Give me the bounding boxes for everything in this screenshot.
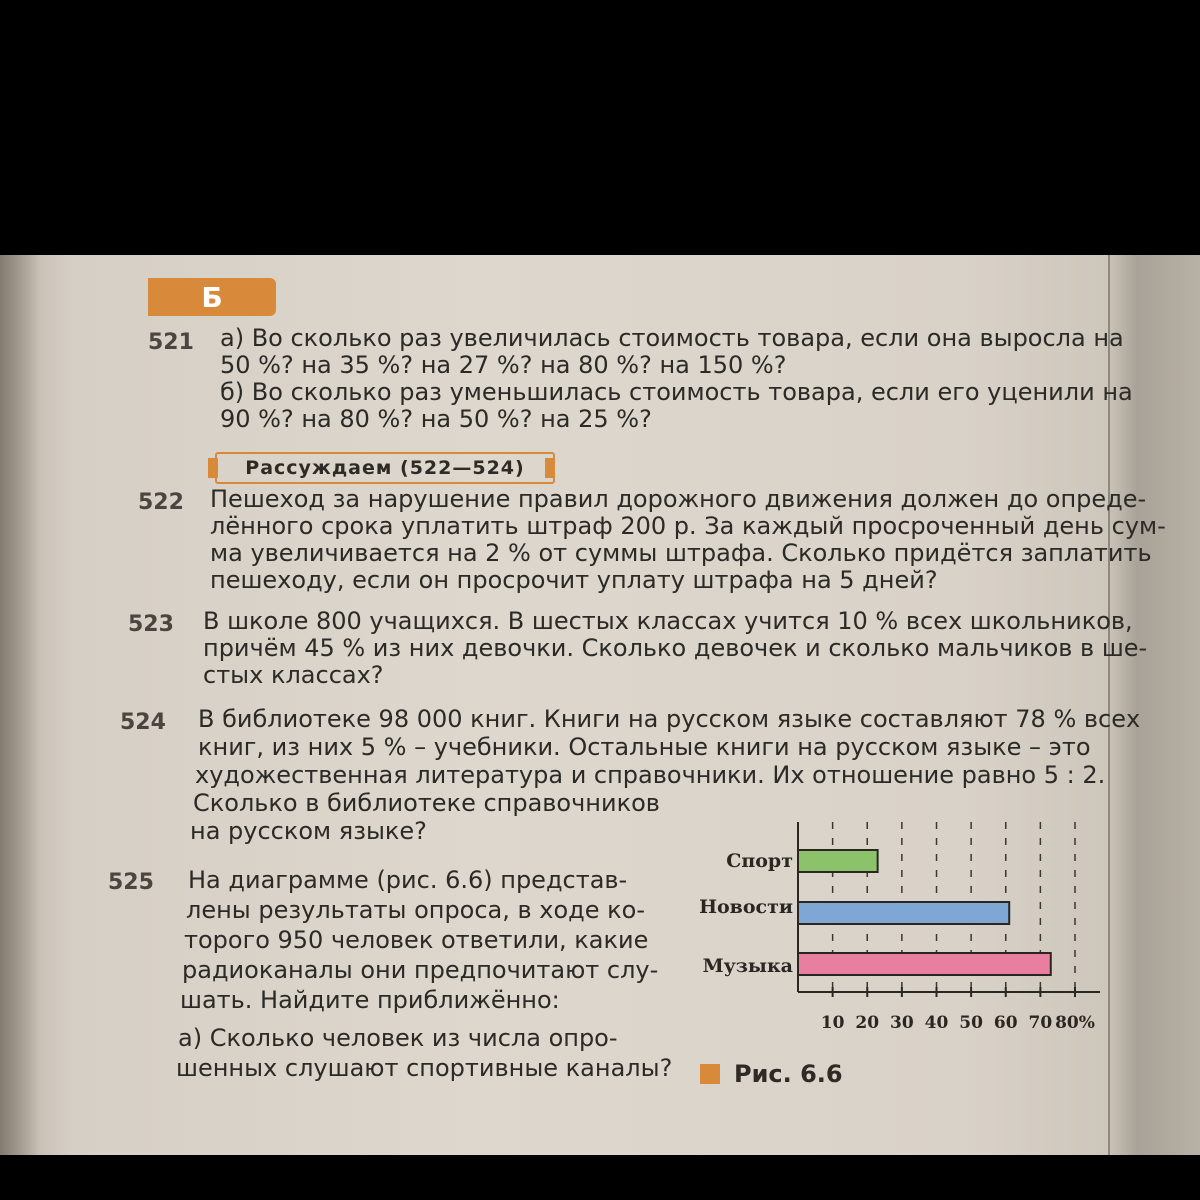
exercise-521-line-2: 50 %? на 35 %? на 27 %? на 80 %? на 150 %? bbox=[220, 351, 787, 379]
exercise-521-line-1: а) Во сколько раз увеличилась стоимость товара, если она выросла на bbox=[220, 324, 1124, 352]
exercise-522-line-3: ма увеличивается на 2 % от суммы штрафа. Сколько придётся заплатить bbox=[210, 539, 1152, 567]
chart-tick-label: 40 bbox=[924, 1013, 949, 1033]
chart-bar bbox=[798, 953, 1051, 975]
exercise-number-521: 521 bbox=[148, 330, 194, 355]
radio-survey-bar-chart bbox=[680, 810, 1120, 1050]
exercise-525-line-1: На диаграмме (рис. 6.6) представ- bbox=[188, 866, 628, 894]
exercise-522-line-1: Пешеход за нарушение правил дорожного движения должен до опреде- bbox=[210, 485, 1147, 513]
chart-tick-label: 30 bbox=[890, 1013, 914, 1033]
chart-tick-label: 10 bbox=[820, 1013, 845, 1033]
chart-category-label: Новости bbox=[699, 896, 793, 918]
exercise-523-line-1: В школе 800 учащихся. В шестых классах учится 10 % всех школьников, bbox=[203, 607, 1133, 635]
chart-tick-label: 80% bbox=[1055, 1013, 1095, 1033]
chart-category-label: Спорт bbox=[726, 850, 793, 872]
figure-caption-text: Рис. 6.6 bbox=[734, 1060, 843, 1088]
exercise-521-line-3: б) Во сколько раз уменьшилась стоимость товара, если его уценили на bbox=[220, 378, 1133, 406]
chart-bar bbox=[798, 850, 878, 872]
section-header-right-mark bbox=[545, 458, 555, 478]
chart-tick-label: 70 bbox=[1028, 1013, 1053, 1033]
exercise-number-522: 522 bbox=[138, 490, 184, 515]
section-header: Рассуждаем (522—524) bbox=[215, 452, 555, 484]
section-header-left-mark bbox=[208, 458, 218, 478]
chart-tick-label: 50 bbox=[959, 1013, 983, 1033]
exercise-522-line-2: лённого срока уплатить штраф 200 р. За каждый просроченный день сум- bbox=[210, 512, 1166, 540]
figure-caption-mark bbox=[700, 1064, 720, 1084]
chart-category-label: Музыка bbox=[702, 955, 793, 977]
exercise-524-line-2: книг, из них 5 % – учебники. Остальные книги на русском языке – это bbox=[198, 733, 1091, 761]
exercise-525-line-5: шать. Найдите приближённо: bbox=[180, 986, 560, 1014]
exercise-number-523: 523 bbox=[128, 612, 174, 637]
exercise-524-line-4: Сколько в библиотеке справочников bbox=[193, 789, 660, 817]
figure-caption bbox=[700, 1060, 843, 1088]
exercise-523-line-2: причём 45 % из них девочки. Сколько девочек и сколько мальчиков в ше- bbox=[203, 634, 1148, 662]
page-shadow bbox=[0, 255, 40, 1155]
exercise-524-line-3: художественная литература и справочники. Их отношение равно 5 : 2. bbox=[195, 761, 1106, 789]
chart-tick-label: 60 bbox=[993, 1013, 1018, 1033]
exercise-number-525: 525 bbox=[108, 870, 154, 895]
exercise-522-line-4: пешеходу, если он просрочит уплату штрафа на 5 дней? bbox=[210, 566, 938, 594]
exercise-525-line-6: а) Сколько человек из числа опро- bbox=[178, 1024, 618, 1052]
exercise-number-524: 524 bbox=[120, 710, 166, 735]
exercise-523-line-3: стых классах? bbox=[203, 661, 384, 689]
exercise-521-line-4: 90 %? на 80 %? на 50 %? на 25 %? bbox=[220, 405, 652, 433]
chart-bar bbox=[798, 902, 1009, 924]
chart-tick-label: 20 bbox=[855, 1013, 880, 1033]
exercise-525-line-7: шенных слушают спортивные каналы? bbox=[176, 1054, 673, 1082]
exercise-525-line-3: торого 950 человек ответили, какие bbox=[184, 926, 649, 954]
exercise-525-line-4: радиоканалы они предпочитают слу- bbox=[182, 956, 659, 984]
exercise-524-line-1: В библиотеке 98 000 книг. Книги на русском языке составляют 78 % всех bbox=[198, 705, 1141, 733]
exercise-524-line-5: на русском языке? bbox=[190, 817, 427, 845]
level-badge: Б bbox=[148, 278, 276, 316]
exercise-525-line-2: лены результаты опроса, в ходе ко- bbox=[186, 896, 646, 924]
